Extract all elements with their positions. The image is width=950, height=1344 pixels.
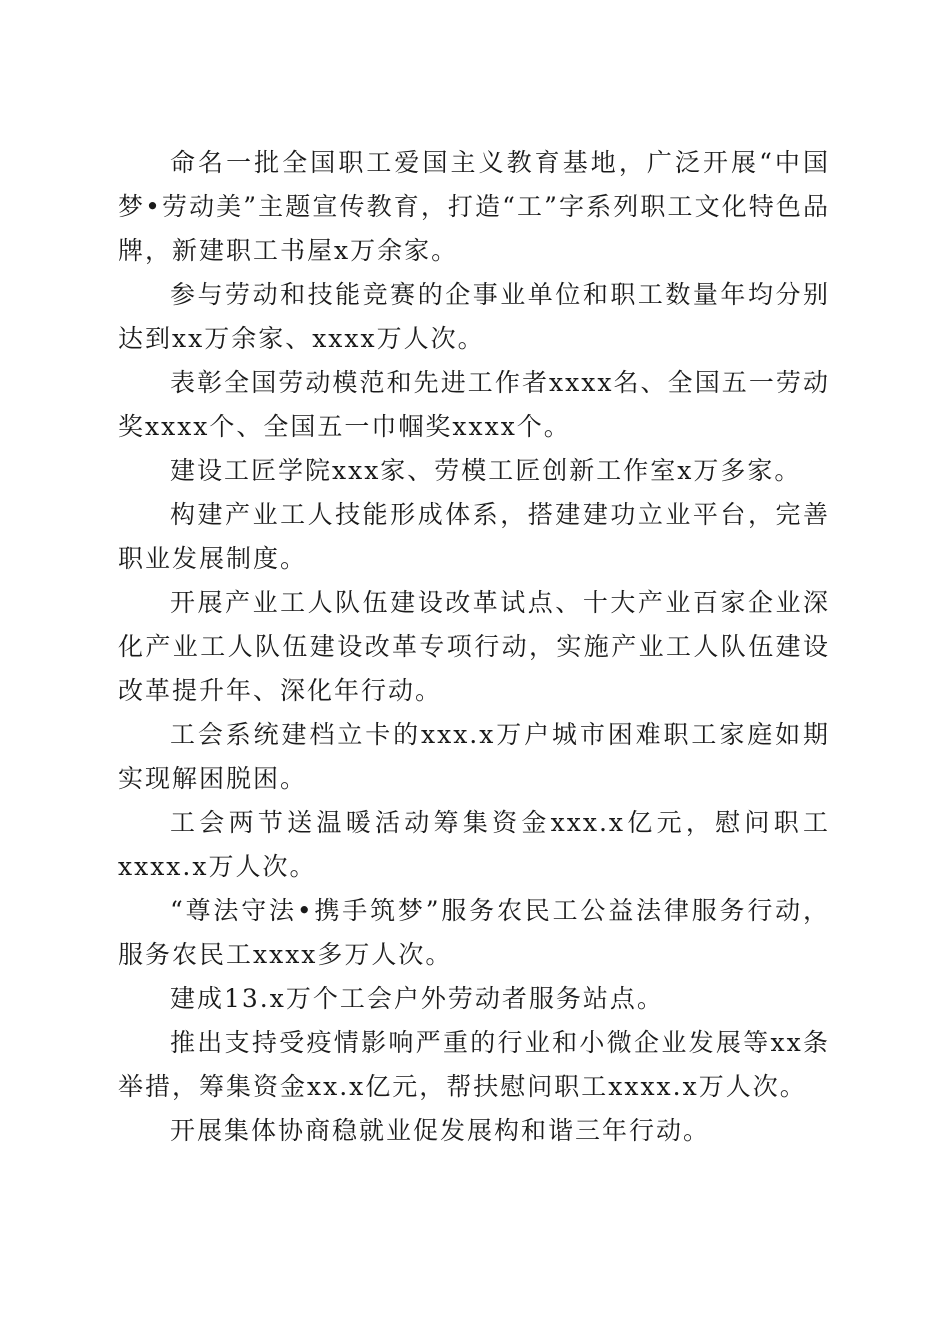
paragraph-4: 建设工匠学院xxx家、劳模工匠创新工作室x万多家。 <box>170 456 802 485</box>
paragraph-3: 表彰全国劳动模范和先进工作者xxxx名、全国五一劳动奖xxxx个、全国五一巾帼奖xxxx个。 <box>118 368 830 441</box>
paragraph-7: 工会系统建档立卡的xxx.x万户城市困难职工家庭如期实现解困脱困。 <box>118 720 830 793</box>
paragraph-6: 开展产业工人队伍建设改革试点、十大产业百家企业深化产业工人队伍建设改革专项行动，实施产业工人队伍建设改革提升年、深化年行动。 <box>118 588 830 705</box>
paragraph-5: 构建产业工人技能形成体系，搭建建功立业平台，完善职业发展制度。 <box>118 500 830 573</box>
paragraph-12: 开展集体协商稳就业促发展构和谐三年行动。 <box>170 1116 711 1145</box>
paragraph-8: 工会两节送温暖活动筹集资金xxx.x亿元，慰问职工xxxx.x万人次。 <box>118 808 830 881</box>
paragraph-9: “尊法守法•携手筑梦”服务农民工公益法律服务行动，服务农民工xxxx多万人次。 <box>118 896 830 969</box>
paragraph-11: 推出支持受疫情影响严重的行业和小微企业发展等xx条举措，筹集资金xx.x亿元，帮扶慰问职工xxxx.x万人次。 <box>118 1028 830 1101</box>
paragraph-1: 命名一批全国职工爱国主义教育基地，广泛开展“中国梦•劳动美”主题宣传教育，打造“工”字系列职工文化特色品牌，新建职工书屋x万余家。 <box>118 148 830 265</box>
paragraph-2: 参与劳动和技能竞赛的企事业单位和职工数量年均分别达到xx万余家、xxxx万人次。 <box>118 280 830 353</box>
document-body <box>118 141 830 1153</box>
paragraph-10: 建成13.x万个工会户外劳动者服务站点。 <box>170 984 664 1013</box>
